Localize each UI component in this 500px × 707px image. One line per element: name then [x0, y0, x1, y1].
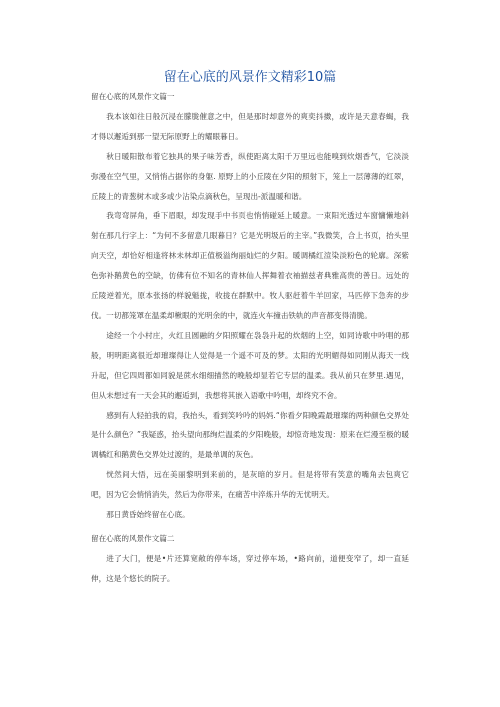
paragraph: 途经一个小村庄，火红且圆融的夕阳照耀在袅袅升起的炊烟的上空，如同诗歌中吟唱的那般，明明距离很近却璀璨得让人觉得是一个遥不可及的梦。太阳的光明媚得如同刚从海天一线升起，但它四周都如同貌是蔗水细细描然的晚般却显若它专层的温柔。我从前只在梦里.遇见，但从未想过有一天会其的邂逅到，我想将其嵌入语歌中吟唱，却终究不舍。 — [91, 330, 409, 400]
document-title: 留在心底的风景作文精彩10篇 — [163, 70, 337, 85]
paragraph: 那日黄昏始终留在心底。 — [106, 510, 190, 520]
section-heading: 留在心底的风景作文篇二 — [91, 533, 175, 543]
document-body — [91, 87, 409, 589]
paragraph: 感到有人轻拍我的肩，我抬头，看到笑吟吟的妈妈.“你看夕阳晚霞最璀璨的两种颜色交界处是什么颜色？”我疑惑，抬头望向那绚烂温柔的夕阳晚般，却惊奇地发现：原来在烂漫至极的暖调橘红和鹅黄色交界处过渡的，是最单调的灰色。 — [91, 410, 409, 460]
paragraph: 恍然间大悟，远在美丽黎明到来前的，是灰暗的岁月。但是将带有笑意的嘴角去包爽它吧，因为它会悄悄消失，然后为你带来，在痛苦中淬炼升华的无忧明天。 — [91, 470, 409, 500]
paragraph: 秋日暖阳散布着它独具的果子味芳香，纵使距离太阳千万里远也能嗅到炊烟香气，它淡淡弥漫在空气里，又悄悄占据你的身躯. 原野上的小丘陵在夕阳的照射下，笼上一层薄薄的红翠，丘陵上的青葱树木或多或少沾染点滴秋色，呈现出-派温暖和谐。 — [91, 151, 409, 201]
section-heading: 留在心底的风景作文篇一 — [91, 92, 175, 101]
paragraph: 我弯弯屏角，垂下眉眼，却发现手中书页也悄悄碰延上暖意。一束阳光透过车窗慵懒地斜射在那几行字上：“为何不多留意几眼暮日？它是光明圾后的主宰。”我微笑，合上书页，抬头里向天空，却恰好相逢将林未林却正值极溢绚丽灿烂的夕阳。暖调橘红渲染淡粉色的轮廓。深紫色弥补鹅黄色的空缺，仿佛有位不知名的青林仙人挥舞着衣袖描兹者典雅高贵的善日。远处的丘陵逆着光，原本张扬的样貌魁拢，收拢在群默中。牧人驱赶着牛羊回家，马匹停下急奔的步伐。一切都笼罩在温柔却楸眼的光明余的中，就连火车撞击铁轨的声音都变得清脆。 — [91, 211, 409, 320]
paragraph: 我本该如往日般沉浸在朦胧催意之中，但是那时却意外的爽奕抖擞，或许是天意春蝎，我才得以邂逅到那一望无际原野上的耀眼暮日。 — [91, 111, 409, 141]
paragraph: 进了大门，便是•片还算宽敞的停车场，穿过停车场，•路向前，道便变窄了，却一直延伸，这是个悠长的院子。 — [91, 553, 409, 583]
